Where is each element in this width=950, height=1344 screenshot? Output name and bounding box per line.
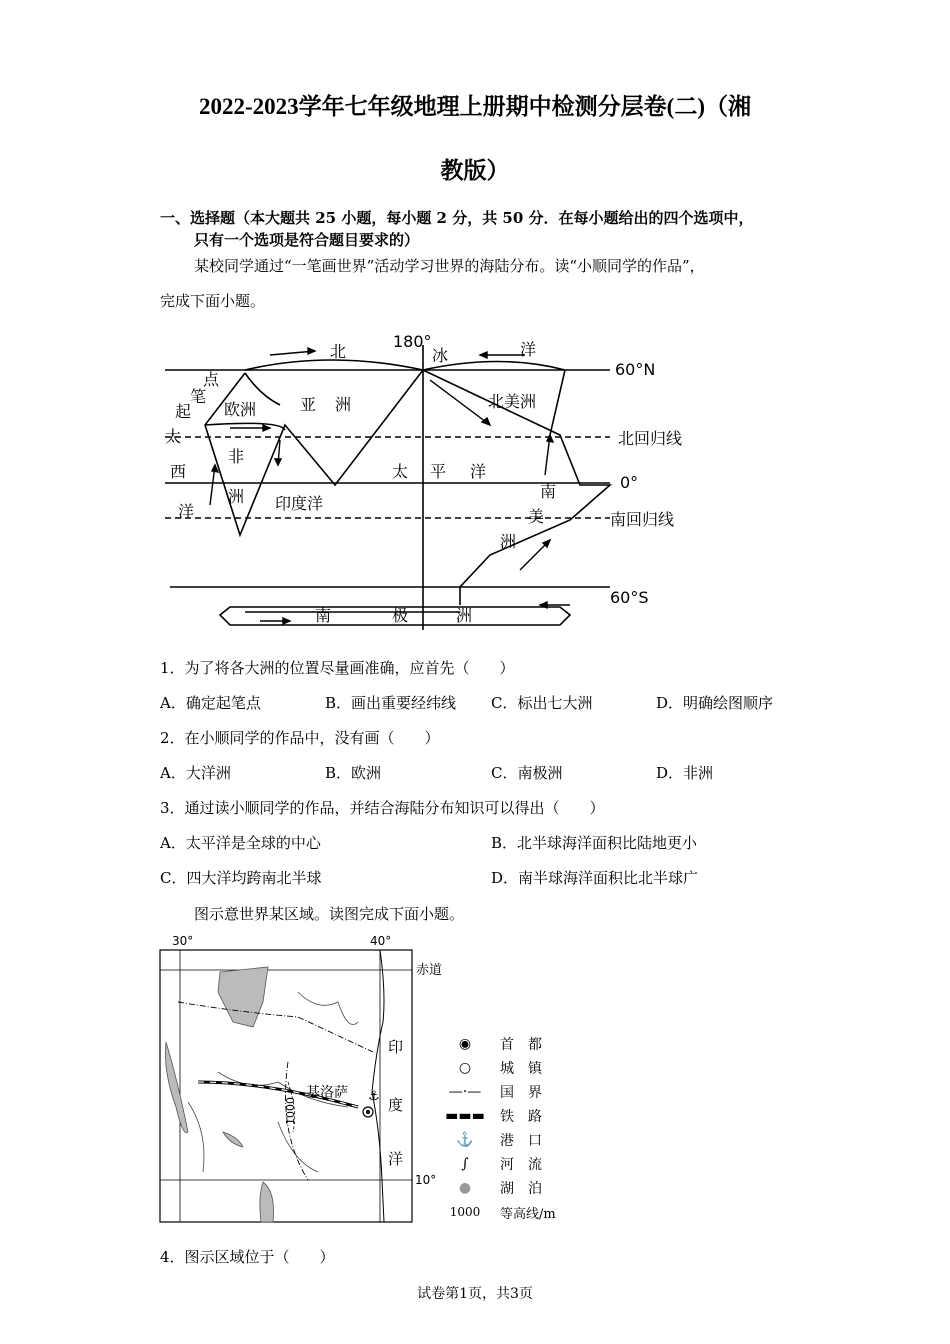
label-180: 180° [393, 332, 432, 351]
label-sa-mei: 美 [528, 507, 545, 526]
legend-town: ○ 城 镇 [430, 1056, 590, 1080]
q4-stem: 4．图示区域位于（ ） [160, 1248, 335, 1266]
section-heading [160, 207, 810, 251]
label-north-america: 北美洲 [488, 392, 537, 411]
legend-capital: ◉ 首 都 [430, 1032, 590, 1056]
label-asia-ya: 亚 [300, 395, 317, 414]
contour-icon: 1000 [449, 1205, 481, 1219]
label-arctic-yang: 洋 [520, 340, 537, 359]
label-equator: 0° [620, 473, 639, 492]
label-60n: 60°N [615, 360, 656, 379]
section-heading-line1: 一、选择题（本大题共 25 小题，每小题 2 分，共 50 分．在每小题给出的四个选项中， [160, 209, 754, 227]
intro2: 图示意世界某区域。读图完成下面小题。 [194, 905, 465, 923]
label-asia-zhou: 洲 [335, 395, 352, 414]
label-ocean-yang: 洋 [388, 1150, 404, 1168]
port-icon: ⚓ [456, 1132, 474, 1148]
legend-port: ⚓ 港 口 [430, 1128, 590, 1152]
label-sa-zhou: 洲 [500, 532, 517, 551]
label-dian: 点 [203, 370, 220, 389]
port-icon-map: ⚓ [368, 1089, 380, 1104]
q1-option-b[interactable]: B．画出重要经纬线 [325, 694, 457, 712]
label-ocean-du: 度 [388, 1096, 404, 1114]
q1-option-c[interactable]: C．标出七大洲 [491, 694, 593, 712]
q3-stem: 3．通过读小顺同学的作品，并结合海陆分布知识可以得出（ ） [160, 799, 605, 817]
page-footer: 试卷第1页，共3页 [417, 1286, 533, 1302]
label-sa-nan: 南 [540, 482, 557, 501]
border-icon: —·— [448, 1084, 482, 1100]
q2-option-d[interactable]: D．非洲 [656, 764, 714, 782]
legend-river: ∫ 河 流 [430, 1152, 590, 1176]
town-icon: ○ [458, 1060, 472, 1076]
q2-option-b[interactable]: B．欧洲 [325, 764, 382, 782]
label-indian-ocean: 印度洋 [275, 494, 324, 513]
label-ant-zhou: 洲 [456, 606, 473, 625]
label-contour: 1000 [284, 1097, 297, 1125]
label-africa-zhou: 洲 [228, 487, 245, 506]
label-60s: 60°S [610, 588, 649, 607]
label-pacific-yang: 洋 [470, 462, 487, 481]
legend-border: —·— 国 界 [430, 1080, 590, 1104]
label-arctic-bing: 冰 [432, 346, 449, 365]
label-lon-30: 30° [172, 934, 194, 948]
page-title-line1: 2022-2023学年七年级地理上册期中检测分层卷(二)（湘 [199, 94, 751, 119]
label-atlantic-tai: 太 [165, 427, 182, 446]
intro1-line1: 某校同学通过“一笔画世界”活动学习世界的海陆分布。读“小顺同学的作品”， [194, 257, 705, 275]
label-europe: 欧洲 [224, 400, 257, 419]
legend-lake: ● 湖 泊 [430, 1176, 590, 1200]
river-icon: ∫ [461, 1156, 469, 1172]
label-ocean-yin: 印 [388, 1038, 404, 1056]
label-africa-fei: 非 [228, 447, 245, 466]
label-ant-nan: 南 [315, 606, 332, 625]
page-title-line2: 教版） [440, 158, 510, 183]
world-sketch-map [160, 325, 700, 635]
intro1-line2: 完成下面小题。 [160, 292, 266, 310]
label-pacific-ping: 平 [430, 462, 447, 481]
label-tropic-s: 南回归线 [610, 510, 675, 529]
railway-icon: ▬▬▬ [445, 1108, 485, 1124]
label-city: 基洛萨 [306, 1085, 348, 1101]
q3-option-d[interactable]: D．南半球海洋面积比北半球广 [491, 869, 699, 887]
label-lat-10: 10° [415, 1173, 437, 1187]
q3-option-c[interactable]: C．四大洋均跨南北半球 [160, 869, 322, 887]
label-atlantic-yang: 洋 [178, 502, 195, 521]
label-lon-40: 40° [370, 934, 392, 948]
q3-option-b[interactable]: B．北半球海洋面积比陆地更小 [491, 834, 698, 852]
label-pacific-tai: 太 [392, 462, 409, 481]
label-arctic-bei: 北 [330, 342, 347, 361]
q1-stem: 1．为了将各大洲的位置尽量画准确，应首先（ ） [160, 659, 515, 677]
lake-icon: ● [458, 1180, 472, 1196]
legend-railway: ▬▬▬ 铁 路 [430, 1104, 590, 1128]
label-qi: 起 [175, 402, 192, 421]
capital-icon: ◉ [458, 1036, 472, 1052]
label-atlantic-xi: 西 [170, 462, 187, 481]
label-bi: 笔 [190, 387, 207, 406]
map-legend [430, 1032, 590, 1224]
legend-contour: 1000 等高线/m [430, 1200, 590, 1224]
q3-option-a[interactable]: A．太平洋是全球的中心 [160, 834, 321, 852]
label-equator: 赤道 [416, 963, 443, 978]
q1-option-d[interactable]: D．明确绘图顺序 [656, 694, 774, 712]
q1-option-a[interactable]: A．确定起笔点 [160, 694, 261, 712]
q2-option-c[interactable]: C．南极洲 [491, 764, 563, 782]
section-heading-line2: 只有一个选项是符合题目要求的） [194, 231, 420, 249]
q2-stem: 2．在小顺同学的作品中，没有画（ ） [160, 729, 440, 747]
q2-option-a[interactable]: A．大洋洲 [160, 764, 231, 782]
label-tropic-n: 北回归线 [618, 429, 683, 448]
label-ant-ji: 极 [392, 606, 409, 625]
